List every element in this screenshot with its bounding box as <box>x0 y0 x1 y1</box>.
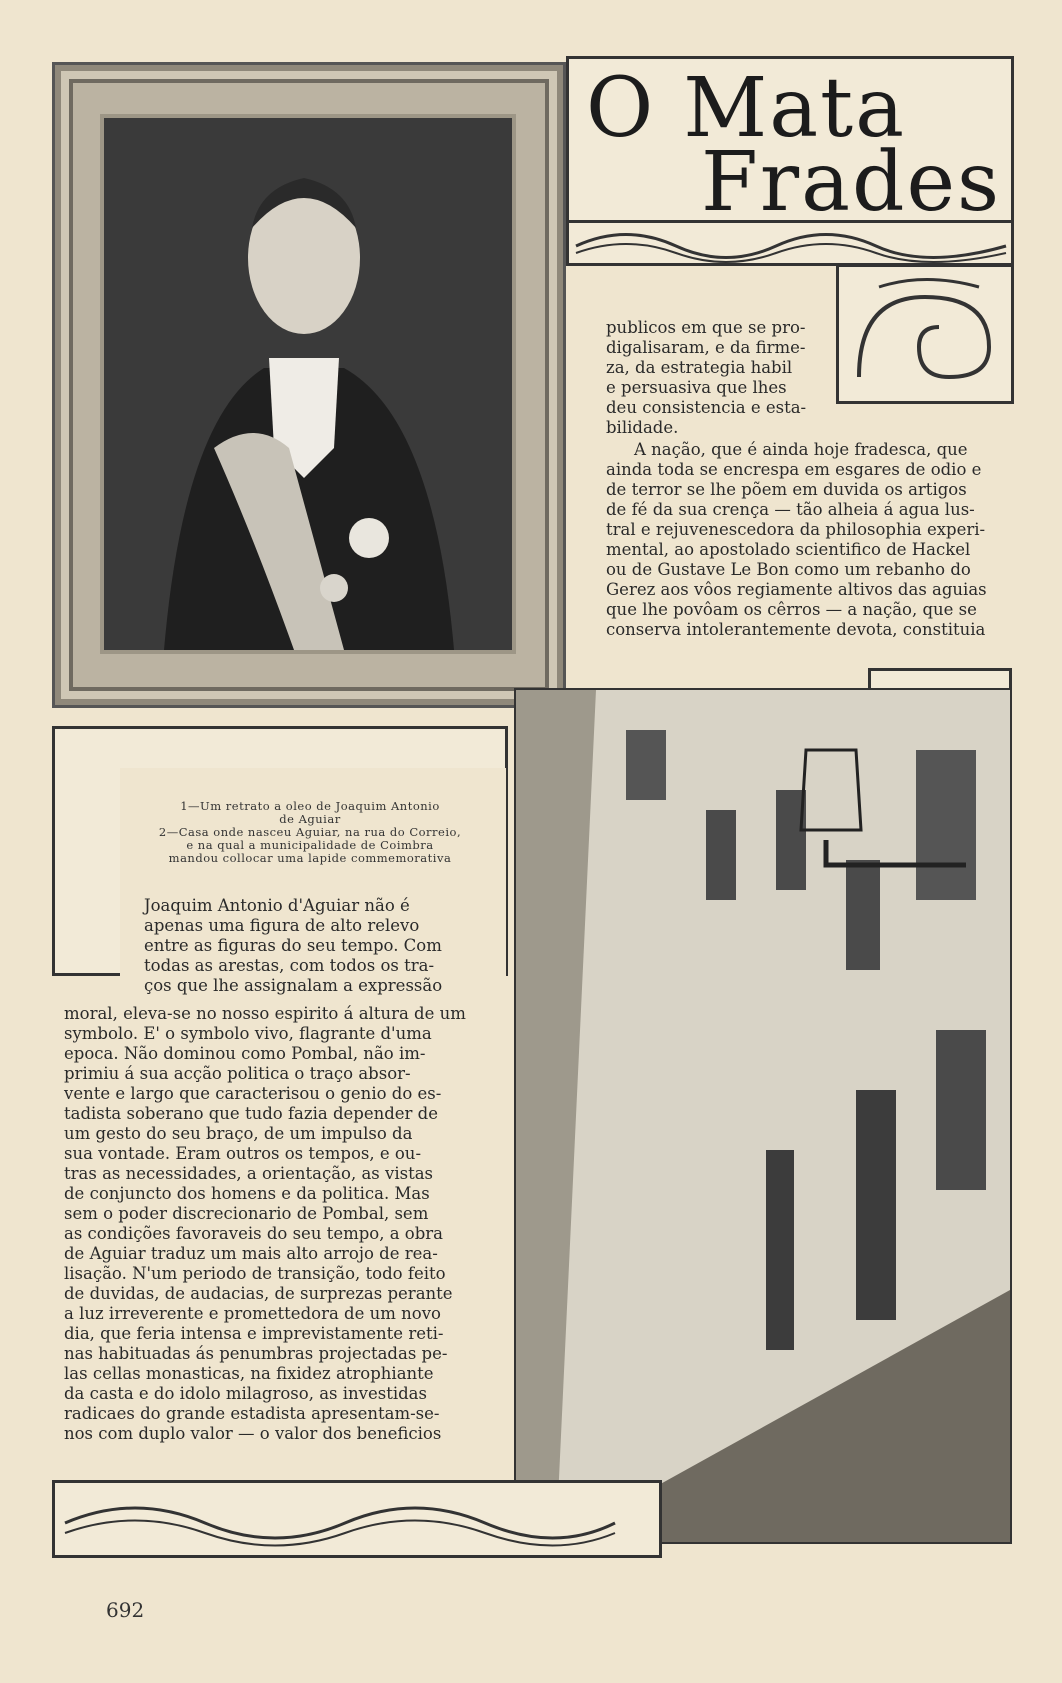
text-line: nas habituadas ás penumbras projectadas pe- <box>64 1344 448 1363</box>
title-ornament <box>566 220 1014 269</box>
text-line: da casta e do idolo milagroso, as investidas <box>64 1384 427 1403</box>
text-line: bilidade. <box>606 418 679 437</box>
street-illustration <box>516 690 1010 1542</box>
scroll-ornament-icon <box>566 223 1014 269</box>
caption-line: mandou collocar uma lapide commemorativa <box>168 851 452 865</box>
text-line: digalisaram, e da firme- <box>606 338 806 357</box>
text-line: todas as arestas, com todos os tra- <box>144 956 435 975</box>
text-line: epoca. Não dominou como Pombal, não im- <box>64 1044 426 1063</box>
text-line: Gerez aos vôos regiamente altivos das aguias <box>606 580 987 599</box>
text-line: apenas uma figura de alto relevo <box>144 916 420 935</box>
text-line: de duvidas, de audacias, de surprezas perante <box>64 1284 453 1303</box>
text-line: las cellas monasticas, na fixidez atrophiante <box>64 1364 434 1383</box>
text-line: tadista soberano que tudo fazia depender de <box>64 1104 439 1123</box>
text-line: vente e largo que caracterisou o genio do es- <box>64 1084 442 1103</box>
text-line: symbolo. E' o symbolo vivo, flagrante d'uma <box>64 1024 432 1043</box>
text-line: a luz irreverente e promettedora de um novo <box>64 1304 441 1323</box>
text-line: ou de Gustave Le Bon como um rebanho do <box>606 560 971 579</box>
text-line: primiu á sua acção politica o traço absor- <box>64 1064 411 1083</box>
right-column-paragraph-first-line: A nação, que é ainda hoje fradesca, que <box>634 440 968 459</box>
text-line: za, da estrategia habil <box>606 358 793 377</box>
scroll-ornament-icon <box>839 267 1011 401</box>
title-line-2: Frades <box>701 135 1002 230</box>
text-line: e persuasiva que lhes <box>606 378 787 397</box>
caption-line: e na qual a municipalidade de Coimbra <box>186 838 434 852</box>
text-line: moral, eleva-se no nosso espirito á altura de um <box>64 1004 466 1023</box>
portrait-of-joaquim-antonio-de-aguiar <box>100 114 516 654</box>
text-line: Joaquim Antonio d'Aguiar não é <box>144 896 410 915</box>
page-title <box>586 61 1006 230</box>
text-line: que lhe povôam os cêrros — a nação, que se <box>606 600 977 619</box>
portrait-illustration <box>104 118 512 650</box>
text-line: de fé da sua crença — tão alheia á agua lus- <box>606 500 975 519</box>
page-number: 692 <box>106 1598 145 1622</box>
caption-line: de Aguiar <box>279 812 341 826</box>
text-line: radicaes do grande estadista apresentam-se- <box>64 1404 440 1423</box>
text-line: sem o poder discrecionario de Pombal, sem <box>64 1204 429 1223</box>
text-line: lisação. N'um periodo de transição, todo feito <box>64 1264 446 1283</box>
left-column-intro <box>144 896 468 996</box>
title-line-1: O Mata <box>586 61 906 156</box>
text-line: conserva intolerantemente devota, constituia <box>606 620 986 639</box>
text-line: ços que lhe assignalam a expressão <box>144 976 443 995</box>
figure-caption <box>140 800 480 865</box>
scroll-ornament-icon <box>55 1483 659 1555</box>
text-line: de conjuncto dos homens e da politica. Mas <box>64 1184 430 1203</box>
text-line: as condições favoraveis do seu tempo, a obra <box>64 1224 444 1243</box>
text-line: de terror se lhe põem em duvida os artigos <box>606 480 967 499</box>
text-line: ainda toda se encrespa em esgares de odio e <box>606 460 982 479</box>
text-line: tras as necessidades, a orientação, as vistas <box>64 1164 434 1183</box>
text-line: tral e rejuvenescedora da philosophia experi- <box>606 520 986 539</box>
text-line: nos com duplo valor — o valor dos beneficios <box>64 1424 442 1443</box>
caption-line: 1—Um retrato a oleo de Joaquim Antonio <box>180 799 440 813</box>
text-line: deu consistencia e esta- <box>606 398 807 417</box>
text-line: sua vontade. Eram outros os tempos, e ou- <box>64 1144 422 1163</box>
text-line: publicos em que se pro- <box>606 318 806 337</box>
text-line: um gesto do seu braço, de um impulso da <box>64 1124 413 1143</box>
corner-ornament <box>836 264 1014 404</box>
text-line: mental, ao apostolado scientifico de Hackel <box>606 540 971 559</box>
bottom-ornament <box>52 1480 662 1558</box>
left-column-paragraph <box>64 1004 468 1444</box>
right-column-paragraph <box>606 460 1016 640</box>
text-line: de Aguiar traduz um mais alto arrojo de rea- <box>64 1244 438 1263</box>
right-column-intro <box>606 318 832 438</box>
text-line: entre as figuras do seu tempo. Com <box>144 936 442 955</box>
caption-line: 2—Casa onde nasceu Aguiar, na rua do Correio, <box>158 825 462 839</box>
photo-house-rua-do-correio <box>514 688 1012 1544</box>
text-line: dia, que feria intensa e imprevistamente reti- <box>64 1324 444 1343</box>
